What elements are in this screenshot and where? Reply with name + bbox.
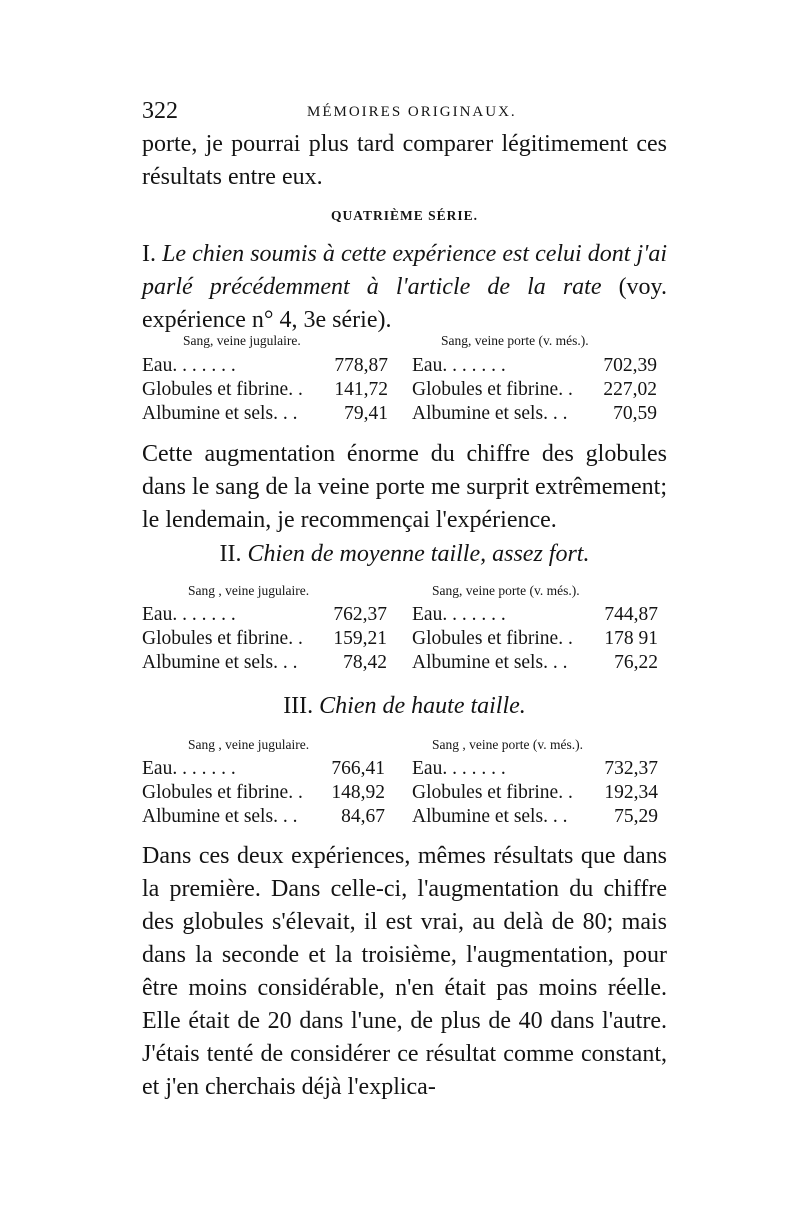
row-value-left: 141,72 <box>334 379 388 400</box>
exp3-title-text: Chien de haute taille. <box>319 693 526 719</box>
row-value-right: 178 91 <box>604 628 658 649</box>
row-label-left: Albumine et sels. . . <box>142 652 298 673</box>
exp1-roman-text: (voy. expérience n° 4, 3e série). <box>142 274 667 333</box>
exp1-italic-text: Le chien soumis à cette expérience est celui dont j'ai parlé précédemment à l'article de la rate <box>142 241 668 300</box>
exp1-paragraph <box>142 238 667 337</box>
table-row <box>0 652 800 676</box>
row-value-right: 70,59 <box>613 403 657 424</box>
row-label-right: Eau. . . . . . . <box>412 758 506 779</box>
row-value-right: 76,22 <box>614 652 658 673</box>
row-value-right: 744,87 <box>604 604 658 625</box>
row-label-right: Globules et fibrine. . <box>412 782 573 803</box>
row-label-left: Eau. . . . . . . <box>142 355 236 376</box>
row-label-right: Eau. . . . . . . <box>412 355 506 376</box>
page-number: 322 <box>142 98 178 124</box>
exp3-title <box>142 690 667 723</box>
table-row <box>0 782 800 806</box>
row-value-right: 227,02 <box>603 379 657 400</box>
row-value-right: 192,34 <box>604 782 658 803</box>
row-value-left: 79,41 <box>344 403 388 424</box>
row-label-right: Albumine et sels. . . <box>412 652 568 673</box>
paragraph-2: Cette augmentation énorme du chiffre des globules dans le sang de la veine porte me surprit extrêmement; le lendemain, je recommençai l'expérience. <box>142 441 667 533</box>
row-label-right: Albumine et sels. . . <box>412 403 568 424</box>
page-header <box>142 98 667 128</box>
row-label-right: Albumine et sels. . . <box>412 806 568 827</box>
running-head: MÉMOIRES ORIGINAUX. <box>307 104 517 120</box>
table-row <box>0 403 800 427</box>
table-row <box>0 758 800 782</box>
row-label-right: Globules et fibrine. . <box>412 379 573 400</box>
paragraph-3: Dans ces deux expériences, mêmes résultats que dans la première. Dans celle-ci, l'augmentation du chiffre des globules s'élevait, il est vrai, au delà de 80; mais dans la seconde et la troisième, l'augmentation, pour être moins considérable, n'en était pas moins réelle. Elle était de 20 dans l'une, de plus de 40 dans l'autre. J'étais tenté de considérer ce résultat comme constant, et j'en cherchais déjà l'explica- <box>142 843 667 1100</box>
intro-paragraph: porte, je pourrai plus tard comparer légitimement ces résultats entre eux. <box>142 131 667 190</box>
table-row <box>0 379 800 403</box>
series-heading: QUATRIÈME SÉRIE. <box>330 208 479 223</box>
table-row <box>0 604 800 628</box>
row-label-right: Globules et fibrine. . <box>412 628 573 649</box>
row-value-left: 778,87 <box>334 355 388 376</box>
row-value-left: 159,21 <box>333 628 387 649</box>
exp2-title <box>142 538 667 571</box>
exp1-number: I. <box>142 241 156 267</box>
row-value-right: 702,39 <box>603 355 657 376</box>
row-label-left: Globules et fibrine. . <box>142 628 303 649</box>
row-value-right: 75,29 <box>614 806 658 827</box>
row-label-left: Albumine et sels. . . <box>142 806 298 827</box>
table-row <box>0 355 800 379</box>
row-label-left: Albumine et sels. . . <box>142 403 298 424</box>
row-label-right: Eau. . . . . . . <box>412 604 506 625</box>
row-label-left: Globules et fibrine. . <box>142 782 303 803</box>
row-value-right: 732,37 <box>604 758 658 779</box>
table1-left-header: Sang, veine jugulaire. <box>183 333 301 348</box>
row-value-left: 148,92 <box>331 782 385 803</box>
row-value-left: 762,37 <box>333 604 387 625</box>
row-value-left: 78,42 <box>343 652 387 673</box>
row-label-left: Eau. . . . . . . <box>142 758 236 779</box>
exp2-number: II. <box>219 541 242 567</box>
row-label-left: Globules et fibrine. . <box>142 379 303 400</box>
table-row <box>0 628 800 652</box>
table2-left-header: Sang , veine jugulaire. <box>188 583 310 598</box>
row-value-left: 84,67 <box>341 806 385 827</box>
exp3-number: III. <box>283 693 314 719</box>
table1-right-header: Sang, veine porte (v. més.). <box>441 333 589 348</box>
table3-right-header: Sang , veine porte (v. més.). <box>432 737 583 752</box>
row-label-left: Eau. . . . . . . <box>142 604 236 625</box>
table2-right-header: Sang, veine porte (v. més.). <box>432 583 580 598</box>
row-value-left: 766,41 <box>331 758 385 779</box>
table-row <box>0 806 800 830</box>
exp2-title-text: Chien de moyenne taille, assez fort. <box>247 541 590 567</box>
table3-left-header: Sang , veine jugulaire. <box>188 737 310 752</box>
